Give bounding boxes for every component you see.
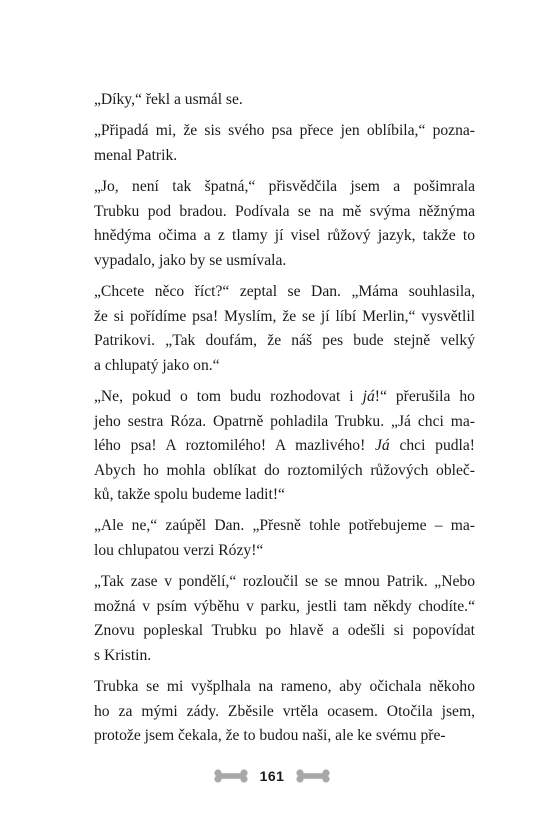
text-segment: lého psa! A roztomilého! A mazlivého! <box>94 437 375 455</box>
bone-icon <box>296 769 330 783</box>
text-line: vypadalo, jako by se usmívala. <box>94 251 287 269</box>
paragraph <box>68 514 475 563</box>
paragraph <box>68 385 475 508</box>
text-line <box>68 434 475 459</box>
text-line: „Jo, není tak špatná,“ přisvědčila jsem a pošimrala <box>94 177 475 195</box>
text-line: možná v psím výběhu v parku, jestli tam někdy chodíte.“ <box>94 597 475 615</box>
text-line: jeho sestra Róza. Opatrně pohladila Trubku. „Já chci ma- <box>94 412 475 430</box>
text-line: že si pořídíme psa! Myslím, že se jí líbí Merlin,“ vysvětlil <box>94 307 475 325</box>
paragraph <box>68 88 475 113</box>
text-line: Znovu popleskal Trubku po hlavě a odešli si popovídat <box>94 622 475 640</box>
page-footer <box>0 763 544 789</box>
text-line: menal Patrik. <box>94 146 178 164</box>
emphasis: Já <box>375 437 390 455</box>
text-line: „Tak zase v pondělí,“ rozloučil se se mnou Patrik. „Nebo <box>94 573 475 591</box>
text-line: Abych ho mohla oblíkat do roztomilých růžových obleč- <box>94 461 475 479</box>
text-line: Patrikovi. „Tak doufám, že náš pes bude stejně velký <box>94 332 475 350</box>
emphasis: já <box>362 387 375 405</box>
text-line: Trubku pod bradou. Podívala se na mě svýma něžnýma <box>94 202 475 220</box>
text-line: „Připadá mi, že sis svého psa přece jen oblíbila,“ pozna- <box>94 122 475 140</box>
paragraph <box>68 570 475 668</box>
text-line: ho za mými zády. Zběsile vrtěla ocasem. Otočila jsem, <box>94 702 475 720</box>
text-line: „Ale ne,“ zaúpěl Dan. „Přesně tohle potřebujeme – ma- <box>94 517 475 535</box>
page-number: 161 <box>259 768 285 784</box>
text-line: ků, takže spolu budeme ladit!“ <box>94 486 285 504</box>
bone-icon <box>214 769 248 783</box>
text-line: lou chlupatou verzi Rózy!“ <box>94 542 264 560</box>
paragraph <box>68 119 475 168</box>
text-line: protože jsem čekala, že to budou naši, ale ke svému pře- <box>94 727 446 745</box>
text-segment: chci pudla! <box>389 437 475 455</box>
text-segment: „Ne, pokud o tom budu rozhodovat i <box>94 387 363 405</box>
text-line: Trubka se mi vyšplhala na rameno, aby očichala někoho <box>94 678 475 696</box>
text-line: „Chcete něco říct?“ zeptal se Dan. „Máma souhlasila, <box>94 282 475 300</box>
text-line: a chlupatý jako on.“ <box>94 356 220 374</box>
paragraph <box>68 175 475 273</box>
text-line: hnědýma očima a z tlamy jí visel růžový jazyk, takže to <box>94 227 475 245</box>
paragraph <box>68 280 475 378</box>
paragraph <box>68 675 475 749</box>
text-segment: !“ přerušila ho <box>374 387 475 405</box>
text-line <box>68 385 475 410</box>
text-line: „Díky,“ řekl a usmál se. <box>94 91 243 108</box>
body-text <box>68 88 475 756</box>
text-line: s Kristin. <box>94 647 152 665</box>
